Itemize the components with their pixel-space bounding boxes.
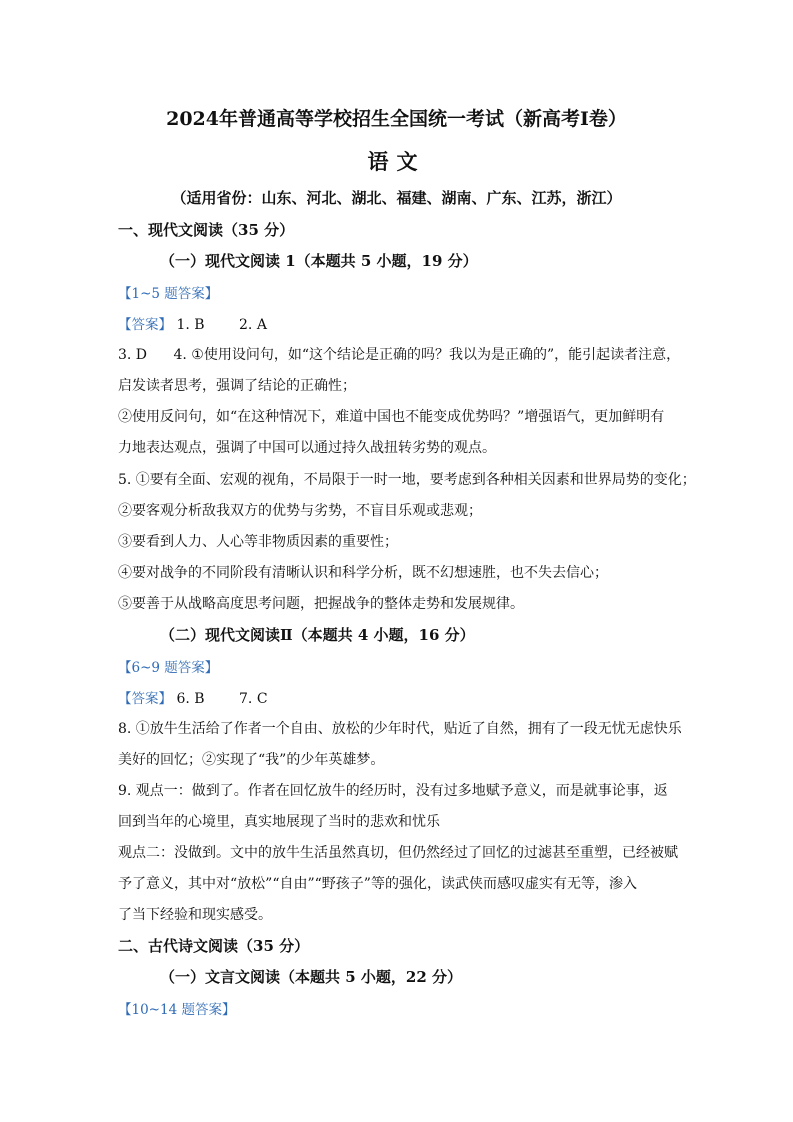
answer-line-6-7 [118,687,268,707]
answer-5-line-4: ④要对战争的不同阶段有清晰认识和科学分析，既不幻想速胜，也不失去信心； [118,565,608,581]
applicable-provinces: （适用省份：山东、河北、湖北、福建、湖南、广东、江苏，浙江） [171,189,622,207]
exam-title: 2024年普通高等学校招生全国统一考试（新高考Ⅰ卷） [166,108,627,130]
answer-8-line-1: 8. ①放牛生活给了作者一个自由、放松的少年时代，贴近了自然，拥有了一段无忧无虑快乐 [118,721,682,737]
answer-2: 2. A [239,317,267,333]
answer-5-line-1: 5. ①要有全面、宏观的视角，不局限于一时一地，要考虑到各种相关因素和世界局势的变化； [118,472,696,488]
answer-7: 7. C [239,691,268,707]
subject-title: 语文 [367,149,426,174]
answer-4-line-1: 4. ①使用设问句，如“这个结论是正确的吗？我以为是正确的”，能引起读者注意， [173,347,681,363]
answer-9-line-3: 观点二：没做到。文中的放牛生活虽然真切，但仍然经过了回忆的过滤甚至重塑，已经被赋 [118,845,678,861]
section-2-1-heading: （一）文言文阅读（本题共 5 小题，22 分） [160,968,462,986]
answer-9-line-5: 了当下经验和现实感受。 [118,907,272,923]
answer-8-line-2: 美好的回忆；②实现了“我”的少年英雄梦。 [118,752,385,768]
answer-9-line-2: 回到当年的心境里，真实地展现了当时的悲欢和忧乐 [118,814,440,830]
answer-line-1-2 [118,313,267,333]
answer-1: 1. B [176,317,205,333]
answer-5-line-2: ②要客观分析敌我双方的优势与劣势，不盲目乐观或悲观； [118,503,482,519]
section-1-heading: 一、现代文阅读（35 分） [118,221,295,239]
answer-5-line-5: ⑤要善于从战略高度思考问题，把握战争的整体走势和发展规律。 [118,596,524,612]
section-1-2-heading: （二）现代文阅读Ⅱ（本题共 4 小题，16 分） [160,626,475,644]
answer-4-line-2: 启发读者思考，强调了结论的正确性； [118,378,356,394]
section-1-1-heading: （一）现代文阅读 1（本题共 5 小题，19 分） [160,252,478,270]
answer-line-3-4 [118,344,680,364]
answer-9-line-1: 9. 观点一：做到了。作者在回忆放牛的经历时，没有过多地赋予意义，而是就事论事，返 [118,783,668,799]
answer-tag-1-5: 【1~5 题答案】 [118,286,219,302]
answer-4-line-3: ②使用反问句，如“在这种情况下，难道中国也不能变成优势吗？”增强语气，更加鲜明有 [118,409,665,425]
answer-6: 6. B [176,691,205,707]
answer-prefix: 【答案】 [118,317,172,333]
answer-prefix: 【答案】 [118,691,172,707]
section-2-heading: 二、古代诗文阅读（35 分） [118,937,310,955]
answer-5-line-3: ③要看到人力、人心等非物质因素的重要性； [118,534,398,550]
answer-9-line-4: 予了意义，其中对“放松”“自由”“野孩子”等的强化，读武侠而感叹虚实有无等，渗入 [118,876,637,892]
answer-3: 3. D [118,347,148,363]
answer-tag-10-14: 【10~14 题答案】 [118,1002,236,1018]
answer-tag-6-9: 【6~9 题答案】 [118,660,219,676]
answer-4-line-4: 力地表达观点，强调了中国可以通过持久战扭转劣势的观点。 [118,440,496,456]
